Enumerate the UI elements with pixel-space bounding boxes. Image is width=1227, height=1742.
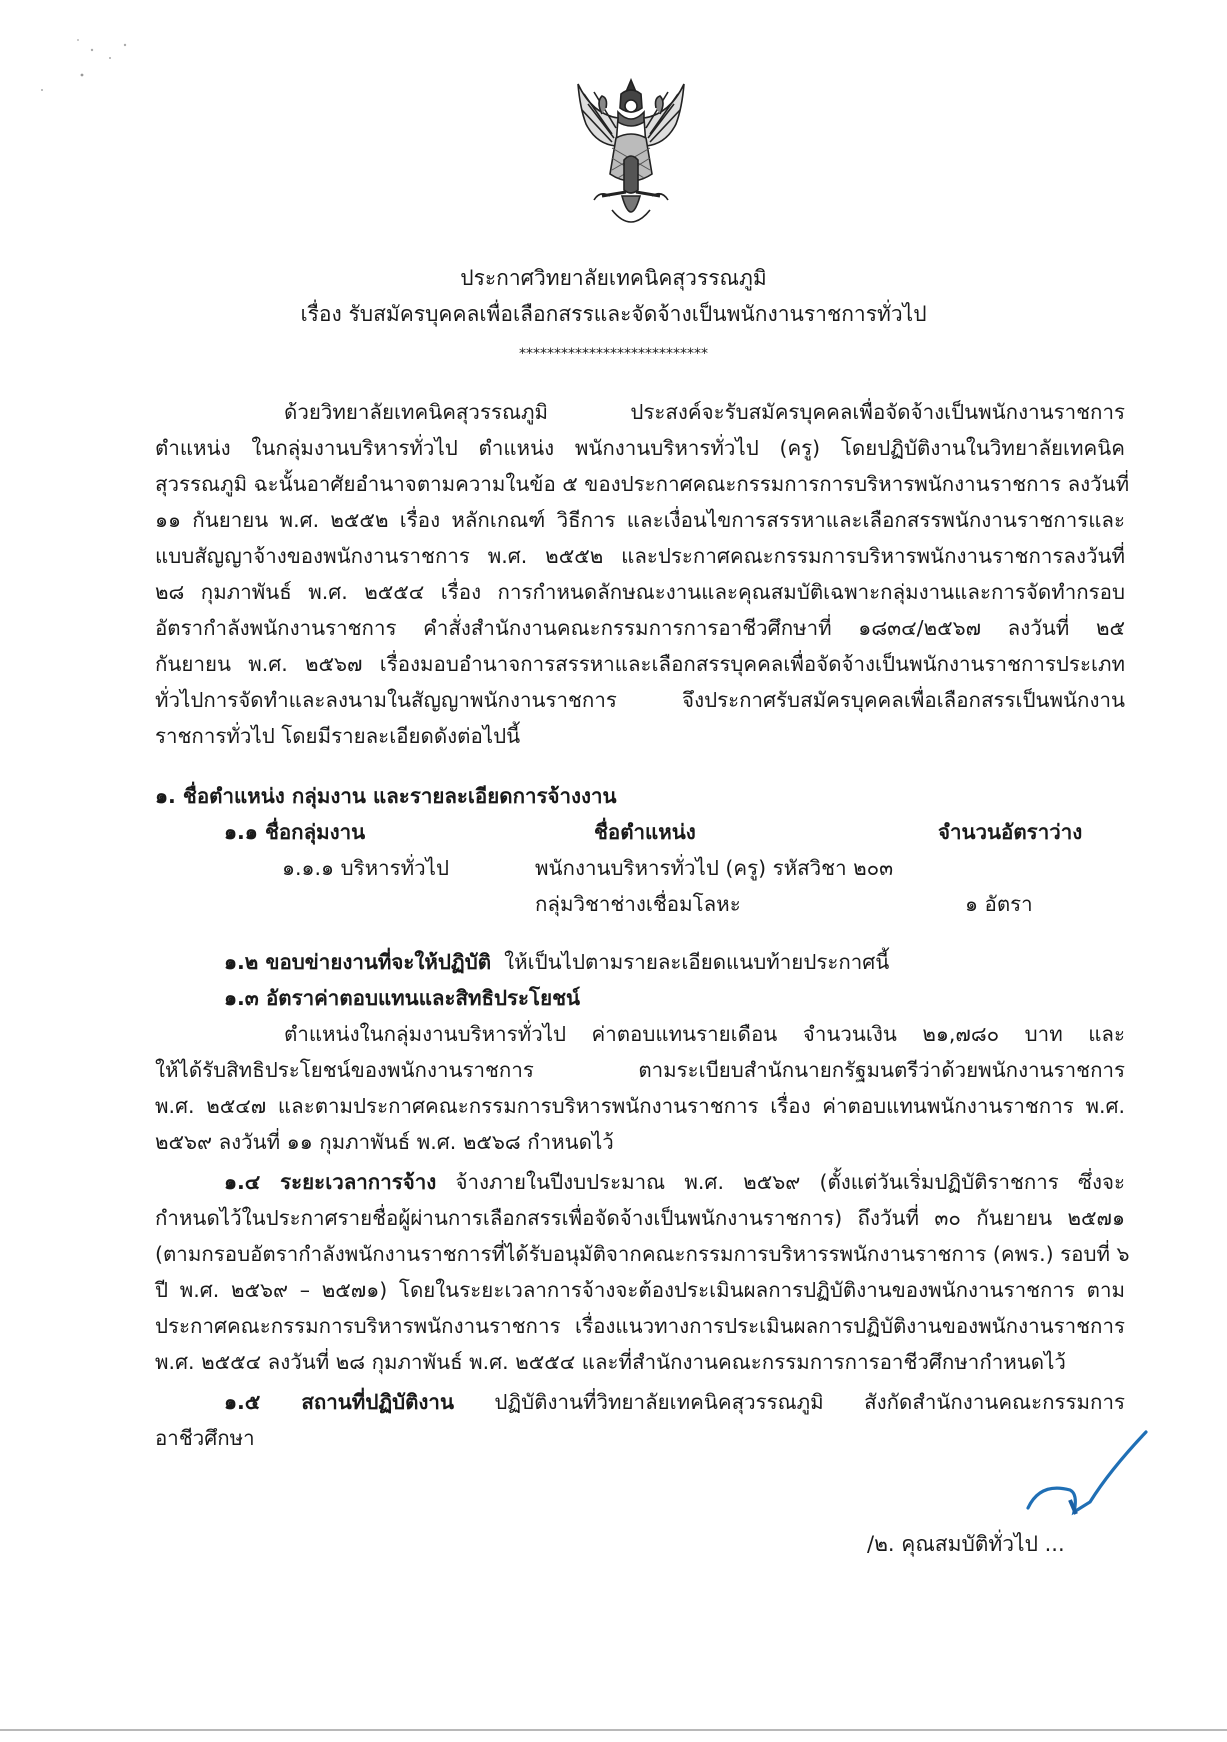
cell-position-line-2: กลุ่มวิชาช่างเชื่อมโลหะ: [535, 892, 741, 916]
section-1-4-line-3: (ตามกรอบอัตรากำลังพนักงานราชการที่ได้รับอนุมัติจากคณะกรรมการบริหารรพนักงานราชการ (คพร.) รอบที่ ๖: [155, 1242, 1130, 1266]
section-1-3-line-4: ๒๕๖๙ ลงวันที่ ๑๑ กุมภาพันธ์ พ.ศ. ๒๕๖๘ กำหนดไว้: [155, 1130, 614, 1154]
section-1-3-line-3: พ.ศ. ๒๕๔๗ และตามประกาศคณะกรรมการบริหารพนักงานราชการ เรื่อง ค่าตอบแทนพนักงานราชการ พ.ศ.: [155, 1094, 1125, 1118]
section-1-3-label: ๑.๓ อัตราค่าตอบแทนและสิทธิประโยชน์: [224, 986, 581, 1010]
continuation-note: /๒. คุณสมบัติทั่วไป ...: [867, 1532, 1065, 1556]
section-1-4-line-2: กำหนดไว้ในประกาศรายชื่อผู้ผ่านการเลือกสรรเพื่อจัดจ้างเป็นพนักงานราชการ) ถึงวันที่ ๓๐ กันยายน ๒๕๗๑: [155, 1206, 1125, 1230]
section-1-2-text: ให้เป็นไปตามรายละเอียดแนบท้ายประกาศนี้: [504, 950, 890, 974]
section-1-4-line-5: ประกาศคณะกรรมการบริหารพนักงานราชการ เรื่องแนวทางการประเมินผลการปฏิบัติงานของพนักงานราชการ: [155, 1314, 1125, 1338]
section-1-5-first-line: [224, 1384, 1125, 1420]
title-separator: ***************************: [519, 346, 708, 362]
section-1-3-line-2: ให้ได้รับสิทธิประโยชน์ของพนักงานราชการ ตามระเบียบสำนักนายกรัฐมนตรีว่าด้วยพนักงานราชการ: [155, 1058, 1125, 1082]
section-1-4-line-4: ปี พ.ศ. ๒๕๖๙ – ๒๕๗๑) โดยในระยะเวลาการจ้างจะต้องประเมินผลการปฏิบัติงานของพนักงานราชการ ตาม: [155, 1278, 1125, 1302]
section-1-5-line-2: อาชีวศึกษา: [155, 1426, 255, 1450]
intro-line-7: อัตรากำลังพนักงานราชการ คำสั่งสำนักงานคณะกรรมการการอาชีวศึกษาที่ ๑๘๓๔/๒๕๖๗ ลงวันที่ ๒๕: [155, 616, 1125, 640]
intro-line-4: ๑๑ กันยายน พ.ศ. ๒๕๕๒ เรื่อง หลักเกณฑ์ วิธีการ และเงื่อนไขการสรรหาและเลือกสรรพนักงานราชการและ: [155, 508, 1125, 532]
table-header-position: ชื่อตำแหน่ง: [594, 820, 696, 844]
garuda-emblem-icon: [572, 78, 690, 236]
section-1-2-label: ๑.๒ ขอบข่ายงานที่จะให้ปฏิบัติ: [224, 950, 492, 974]
section-1-heading: ๑. ชื่อตำแหน่ง กลุ่มงาน และรายละเอียดการจ้างงาน: [155, 784, 617, 808]
intro-line-2: ตำแหน่ง ในกลุ่มงานบริหารทั่วไป ตำแหน่ง พนักงานบริหารทั่วไป (ครู) โดยปฏิบัติงานในวิทยาลัยเทคนิค: [155, 436, 1125, 460]
intro-line-1: ด้วยวิทยาลัยเทคนิคสุวรรณภูมิ ประสงค์จะรับสมัครบุคคลเพื่อจัดจ้างเป็นพนักงานราชการ: [284, 400, 1125, 424]
cell-vacancies: ๑ อัตรา: [965, 892, 1033, 916]
page-bottom-edge: [0, 1729, 1227, 1731]
section-1-4-label: ๑.๔ ระยะเวลาการจ้าง: [224, 1170, 437, 1194]
table-header-group: ๑.๑ ชื่อกลุ่มงาน: [224, 820, 366, 844]
cell-group: ๑.๑.๑ บริหารทั่วไป: [282, 856, 449, 880]
intro-line-3: สุวรรณภูมิ ฉะนั้นอาศัยอำนาจตามความในข้อ ๕ ของประกาศคณะกรรมการการบริหารพนักงานราชการ ลงวันที่: [155, 472, 1130, 496]
section-1-4-first-line: [224, 1164, 1125, 1200]
cell-position-line-1: พนักงานบริหารทั่วไป (ครู) รหัสวิชา ๒๐๓: [535, 856, 894, 880]
intro-line-6: ๒๘ กุมภาพันธ์ พ.ศ. ๒๕๕๔ เรื่อง การกำหนดลักษณะงานและคุณสมบัติเฉพาะกลุ่มงานและการจัดทำกรอบ: [155, 580, 1125, 604]
intro-line-8: กันยายน พ.ศ. ๒๕๖๗ เรื่องมอบอำนาจการสรรหาและเลือกสรรบุคคลเพื่อจัดจ้างเป็นพนักงานราชการประเภท: [155, 652, 1125, 676]
section-1-2: [224, 944, 889, 980]
section-1-5-first-text: ปฏิบัติงานที่วิทยาลัยเทคนิคสุวรรณภูมิ สังกัดสำนักงานคณะกรรมการ: [494, 1390, 1125, 1414]
intro-line-10: ราชการทั่วไป โดยมีรายละเอียดดังต่อไปนี้: [155, 724, 521, 748]
announcement-subject: เรื่อง รับสมัครบุคคลเพื่อเลือกสรรและจัดจ้างเป็นพนักงานราชการทั่วไป: [300, 302, 927, 326]
announcement-title: ประกาศวิทยาลัยเทคนิคสุวรรณภูมิ: [460, 266, 767, 290]
section-1-5-label: ๑.๕ สถานที่ปฏิบัติงาน: [224, 1390, 454, 1414]
intro-line-5: แบบสัญญาจ้างของพนักงานราชการ พ.ศ. ๒๕๕๒ และประกาศคณะกรรมการบริหารพนักงานราชการลงวันที่: [155, 544, 1125, 568]
scan-specks: [40, 20, 140, 100]
table-header-vacancies: จำนวนอัตราว่าง: [938, 820, 1083, 844]
signature-initial-icon: [1020, 1430, 1150, 1520]
intro-line-9: ทั่วไปการจัดทำและลงนามในสัญญาพนักงานราชการ จึงประกาศรับสมัครบุคคลเพื่อเลือกสรรเป็นพนักงาน: [155, 688, 1125, 712]
section-1-4-first-text: จ้างภายในปีงบประมาณ พ.ศ. ๒๕๖๙ (ตั้งแต่วันเริ่มปฏิบัติราชการ ซึ่งจะ: [455, 1170, 1125, 1194]
section-1-4-line-6: พ.ศ. ๒๕๕๔ ลงวันที่ ๒๘ กุมภาพันธ์ พ.ศ. ๒๕๕๔ และที่สำนักงานคณะกรรมการการอาชีวศึกษากำหนดไว้: [155, 1350, 1066, 1374]
section-1-3-line-1: ตำแหน่งในกลุ่มงานบริหารทั่วไป ค่าตอบแทนรายเดือน จำนวนเงิน ๒๑,๗๘๐ บาท และ: [284, 1022, 1125, 1046]
